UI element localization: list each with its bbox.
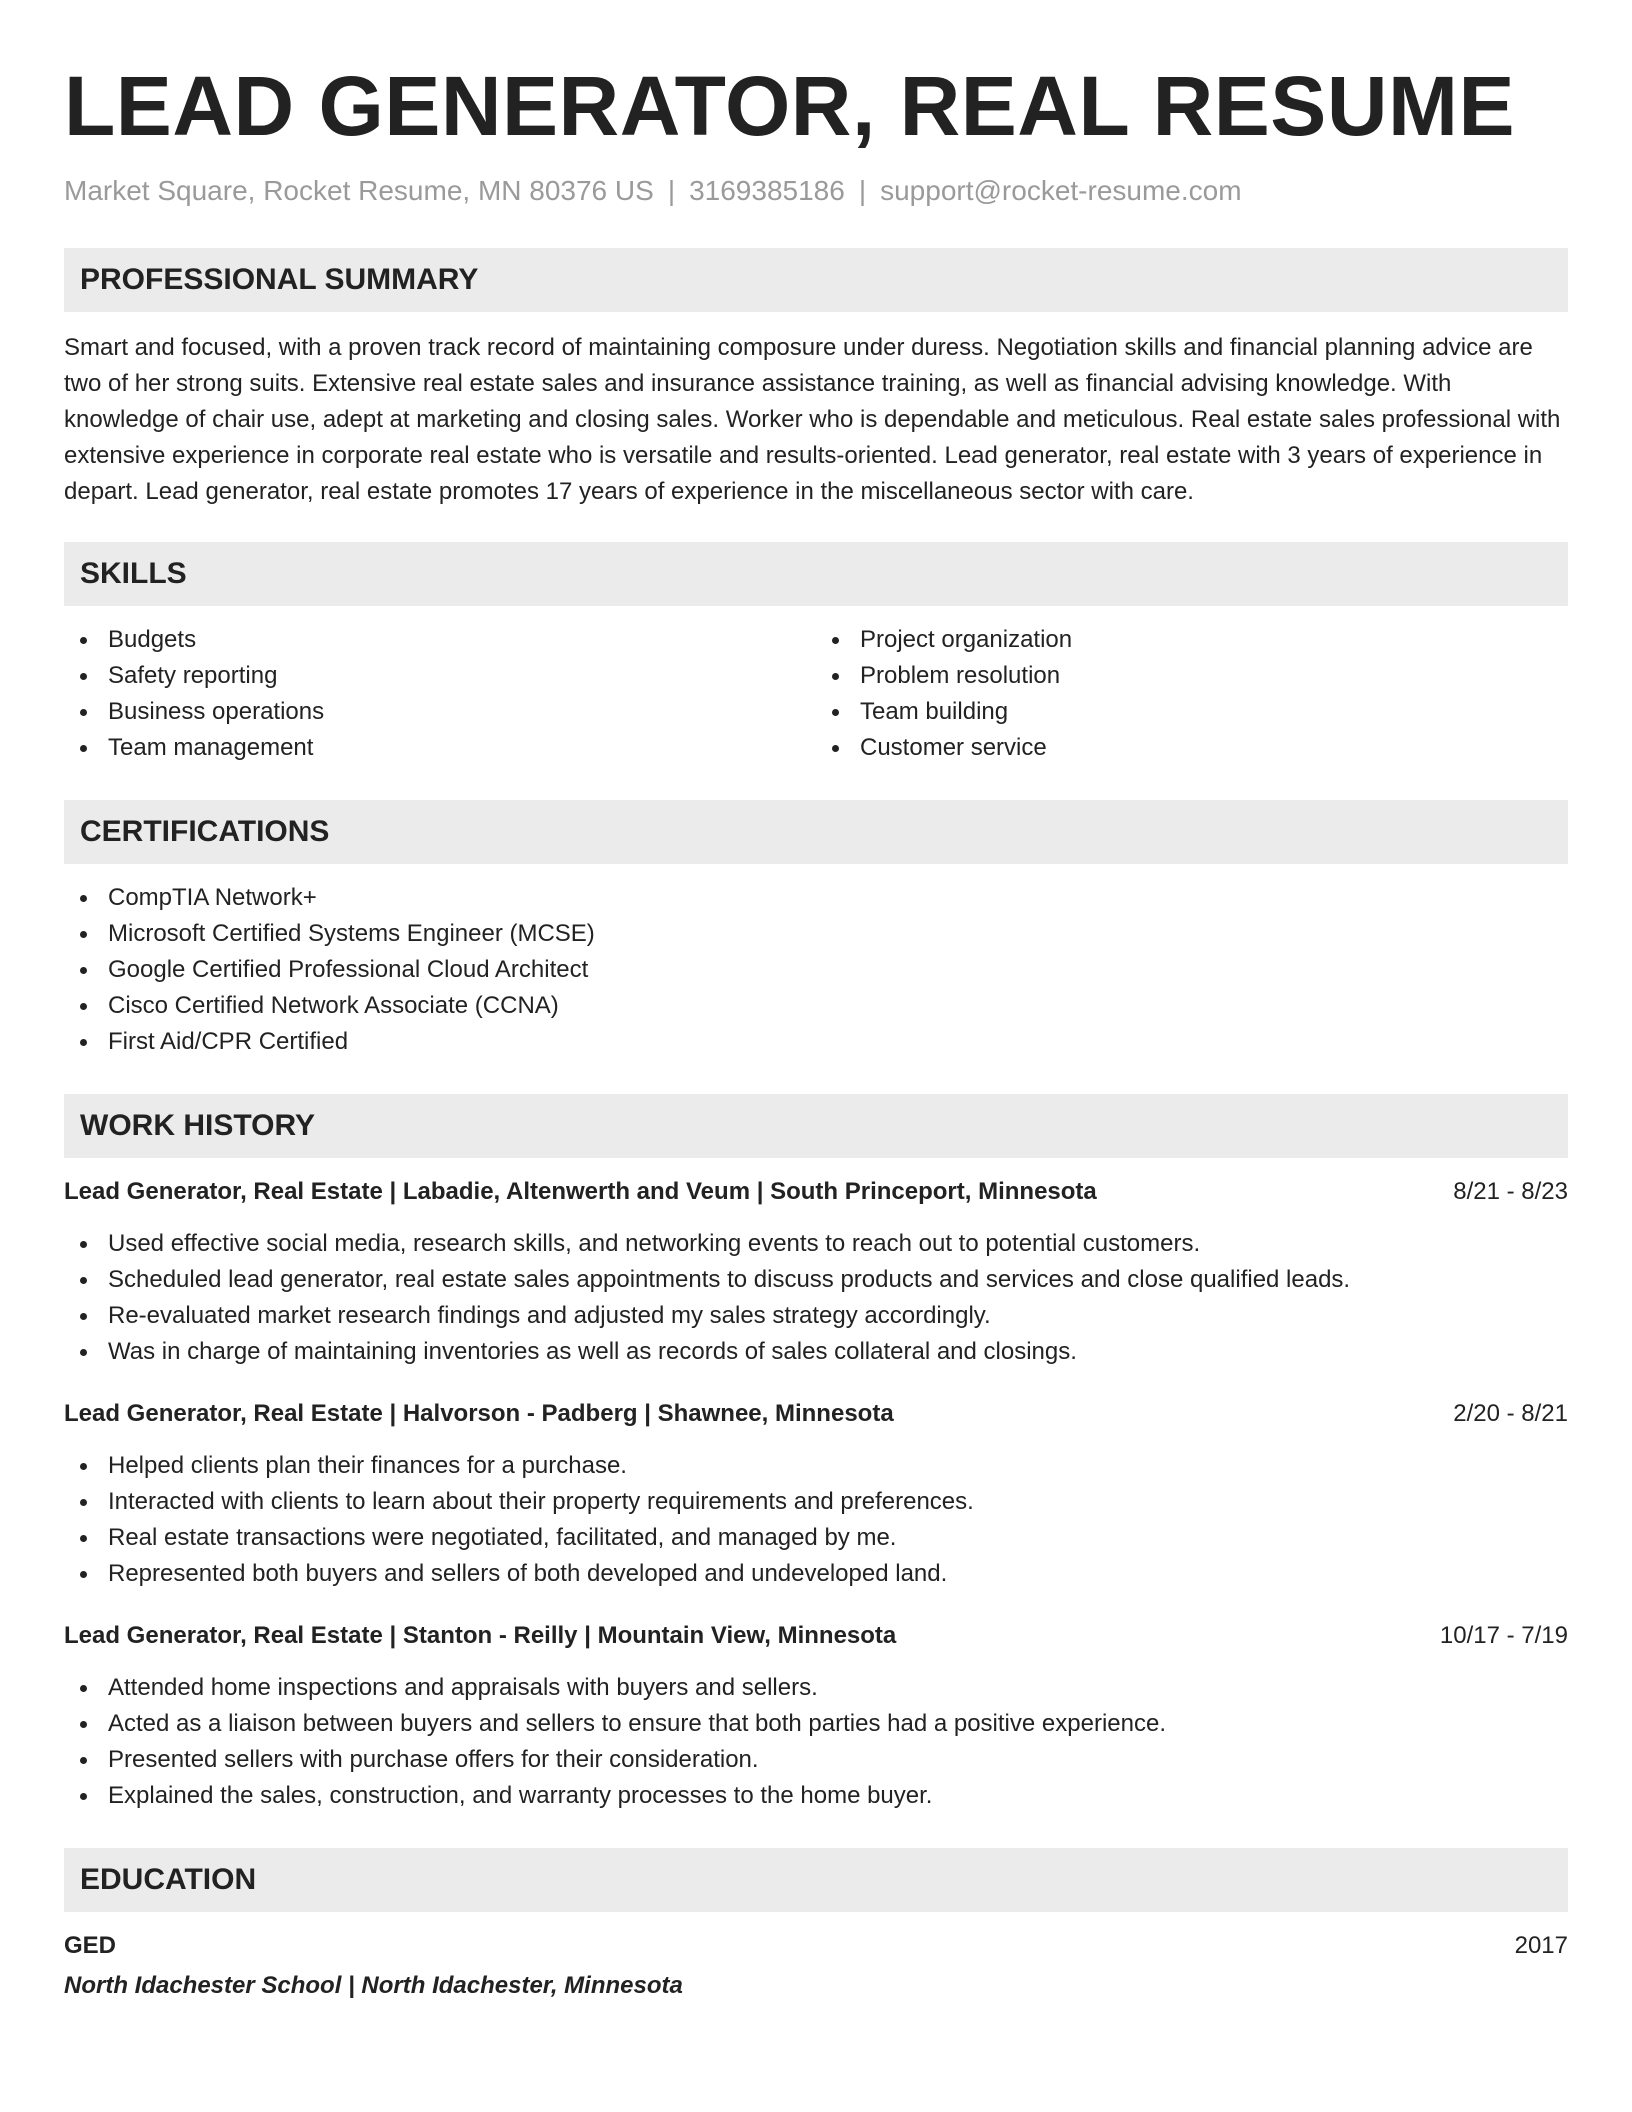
job-bullet: Re-evaluated market research findings and adjusted my sales strategy accordingly. — [64, 1298, 1568, 1334]
section-header-skills: SKILLS — [64, 542, 1568, 606]
skill-item: Budgets — [64, 622, 816, 658]
job-bullet: Used effective social media, research skills, and networking events to reach out to potential customers. — [64, 1226, 1568, 1262]
education-year: 2017 — [1514, 1932, 1568, 1959]
job-bullets — [64, 1226, 1568, 1370]
section-header-work-history: WORK HISTORY — [64, 1094, 1568, 1158]
job-bullet: Represented both buyers and sellers of both developed and undeveloped land. — [64, 1556, 1568, 1592]
contact-address: Market Square, Rocket Resume, MN 80376 US — [64, 175, 654, 206]
job-bullet: Acted as a liaison between buyers and sellers to ensure that both parties had a positive experience. — [64, 1706, 1568, 1742]
job-entry — [64, 1396, 1568, 1592]
certification-item: CompTIA Network+ — [64, 880, 1568, 916]
job-header — [64, 1618, 1568, 1654]
candidate-name: LEAD GENERATOR, REAL RESUME — [64, 59, 1515, 153]
contact-separator: | — [667, 175, 676, 206]
job-title: Lead Generator, Real Estate | Stanton - Reilly | Mountain View, Minnesota — [64, 1622, 897, 1649]
skill-item: Customer service — [816, 730, 1568, 766]
section-header-summary: PROFESSIONAL SUMMARY — [64, 248, 1568, 312]
job-bullet: Scheduled lead generator, real estate sales appointments to discuss products and services and close qualified leads. — [64, 1262, 1568, 1298]
skill-item: Team management — [64, 730, 816, 766]
certification-item: Cisco Certified Network Associate (CCNA) — [64, 988, 1568, 1024]
job-bullet: Real estate transactions were negotiated, facilitated, and managed by me. — [64, 1520, 1568, 1556]
certifications-list — [64, 880, 1568, 1060]
skill-item: Problem resolution — [816, 658, 1568, 694]
skill-item: Team building — [816, 694, 1568, 730]
education-header — [64, 1928, 1568, 1964]
job-bullet: Helped clients plan their finances for a purchase. — [64, 1448, 1568, 1484]
education-school: North Idachester School | North Idachester, Minnesota — [64, 1972, 683, 1999]
job-title: Lead Generator, Real Estate | Halvorson - Padberg | Shawnee, Minnesota — [64, 1400, 894, 1427]
job-entry — [64, 1618, 1568, 1814]
contact-phone: 3169385186 — [689, 175, 845, 206]
contact-email: support@rocket-resume.com — [880, 175, 1242, 206]
contact-separator: | — [858, 175, 867, 206]
job-header — [64, 1396, 1568, 1432]
certification-item: Microsoft Certified Systems Engineer (MCSE) — [64, 916, 1568, 952]
job-entry — [64, 1174, 1568, 1370]
job-bullet: Presented sellers with purchase offers for their consideration. — [64, 1742, 1568, 1778]
job-bullets — [64, 1670, 1568, 1814]
job-bullets — [64, 1448, 1568, 1592]
summary-text: Smart and focused, with a proven track record of maintaining composure under duress. Negotiation skills and financial planning advice are two of her strong suits. Extensive real estate sales and insurance assistance training, as well as financial advising knowledge. With knowledge of chair use, adept at marketing and closing sales. Worker who is dependable and meticulous. Real estate sales professional with extensive experience in corporate real estate who is versatile and results-oriented. Lead generator, real estate with 3 years of experience in depart. Lead generator, real estate promotes 17 years of experience in the miscellaneous sector with care. — [64, 334, 1561, 505]
education-degree: GED — [64, 1932, 117, 1959]
skills-grid — [64, 622, 1568, 766]
skills-list-left — [64, 622, 816, 766]
section-header-education: EDUCATION — [64, 1848, 1568, 1912]
job-bullet: Was in charge of maintaining inventories as well as records of sales collateral and closings. — [64, 1334, 1568, 1370]
job-bullet: Interacted with clients to learn about their property requirements and preferences. — [64, 1484, 1568, 1520]
job-dates: 8/21 - 8/23 — [1453, 1178, 1568, 1205]
section-header-certifications: CERTIFICATIONS — [64, 800, 1568, 864]
job-dates: 10/17 - 7/19 — [1439, 1622, 1568, 1649]
education-entry — [64, 1928, 1568, 2004]
skill-item: Project organization — [816, 622, 1568, 658]
job-header — [64, 1174, 1568, 1210]
skills-list-right — [816, 622, 1568, 766]
job-title: Lead Generator, Real Estate | Labadie, Altenwerth and Veum | South Princeport, Minnesota — [64, 1178, 1097, 1205]
skill-item: Business operations — [64, 694, 816, 730]
skill-item: Safety reporting — [64, 658, 816, 694]
certification-item: First Aid/CPR Certified — [64, 1024, 1568, 1060]
job-dates: 2/20 - 8/21 — [1453, 1400, 1568, 1427]
job-bullet: Attended home inspections and appraisals with buyers and sellers. — [64, 1670, 1568, 1706]
certification-item: Google Certified Professional Cloud Architect — [64, 952, 1568, 988]
contact-line — [64, 174, 1568, 208]
job-bullet: Explained the sales, construction, and warranty processes to the home buyer. — [64, 1778, 1568, 1814]
